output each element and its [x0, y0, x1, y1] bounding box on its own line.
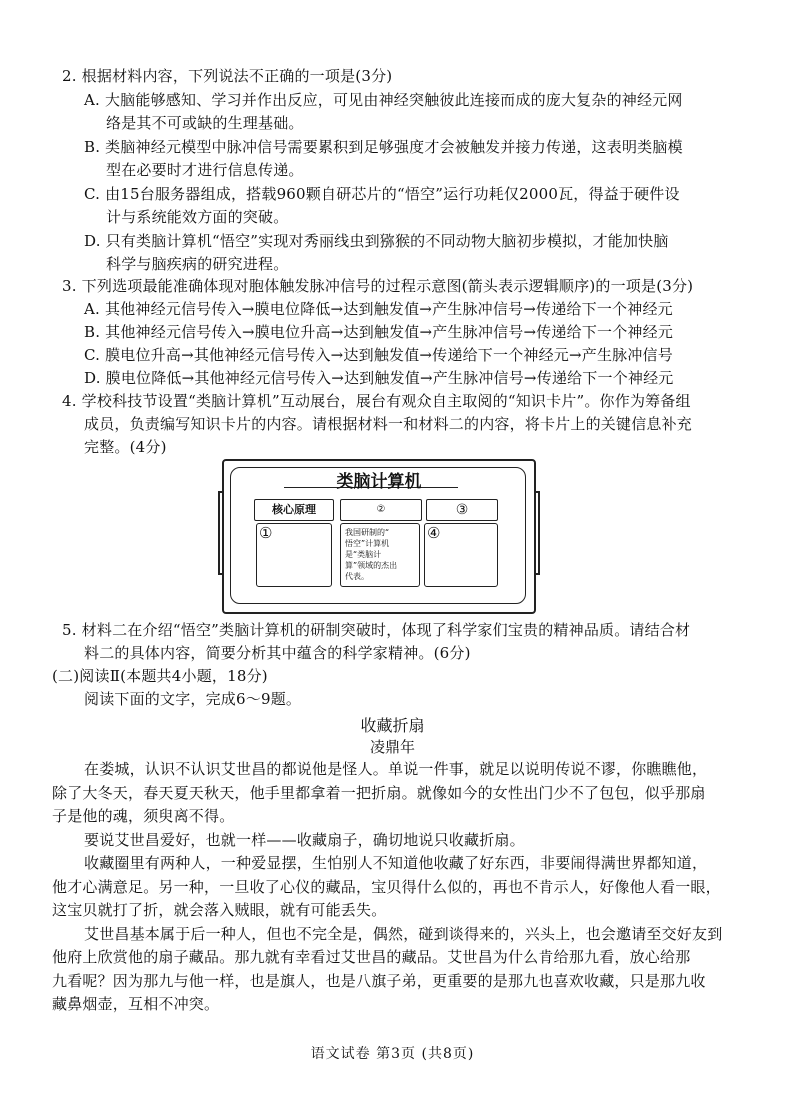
q2-option-b-line2: 型在必要时才进行信息传递。	[106, 161, 304, 179]
question-4-line1: 4. 学校科技节设置“类脑计算机”互动展台，展台有观众自主取阅的“知识卡片”。你作为筹备组	[62, 392, 691, 410]
card-head-core-principle: 核心原理	[254, 499, 334, 521]
question-4-line3: 完整。(4分)	[84, 438, 167, 456]
article-p3-line2: 他才心满意足。另一种，一旦收了心仪的藏品，宝贝得什么似的，再也不肯示人，好像他人看一眼，	[52, 878, 721, 896]
q2-option-d-line1: D. 只有类脑计算机“悟空”实现对秀丽线虫到猕猴的不同动物大脑初步模拟，才能加快脑	[84, 232, 669, 250]
page-footer: 语文试卷 第3页 (共8页)	[310, 1046, 475, 1062]
q3-option-d: D. 膜电位降低→其他神经元信号传入→达到触发值→产生脉冲信号→传递给下一个神经元	[84, 369, 674, 387]
card-head-3: ③	[426, 499, 498, 521]
article-p4-line1: 艾世昌基本属于后一种人，但也不完全是，偶然，碰到谈得来的，兴头上，也会邀请至交好友到	[84, 925, 723, 943]
knowledge-card	[222, 459, 536, 614]
card-cell-note	[340, 523, 420, 587]
article-p3-line3: 这宝贝就打了折，就会落入贼眼，就有可能丢失。	[52, 901, 387, 919]
q2-option-c-line2: 计与系统能效方面的突破。	[106, 208, 289, 226]
q3-option-a: A. 其他神经元信号传入→膜电位降低→达到触发值→产生脉冲信号→传递给下一个神经元	[84, 300, 673, 318]
card-cell-1-marker: ①	[259, 524, 273, 542]
section-2-instruction: 阅读下面的文字，完成6～9题。	[84, 690, 302, 708]
question-4-line2: 成员，负责编写知识卡片的内容。请根据材料一和材料二的内容，将卡片上的关键信息补充	[84, 415, 693, 433]
question-2-stem: 2. 根据材料内容，下列说法不正确的一项是(3分)	[62, 67, 393, 85]
q3-option-c: C. 膜电位升高→其他神经元信号传入→达到触发值→传递给下一个神经元→产生脉冲信号	[84, 346, 673, 364]
q2-option-c-line1: C. 由15台服务器组成，搭载960颗自研芯片的“悟空”运行功耗仅2000瓦，得益于硬件设	[84, 185, 680, 203]
q2-option-a-line2: 络是其不可或缺的生理基础。	[106, 114, 304, 132]
q2-option-b-line1: B. 类脑神经元模型中脉冲信号需要累积到足够强度才会被触发并接力传递，这表明类脑模	[84, 138, 683, 156]
section-2-heading: (二)阅读Ⅱ(本题共4小题，18分)	[52, 667, 268, 685]
card-cell-1	[256, 523, 332, 587]
question-5-line2: 料二的具体内容，简要分析其中蕴含的科学家精神。(6分)	[84, 644, 471, 662]
question-3-stem: 3. 下列选项最能准确体现对胞体触发脉冲信号的过程示意图(箭头表示逻辑顺序)的一项是(3分)	[62, 277, 694, 295]
q3-option-b: B. 其他神经元信号传入→膜电位升高→达到触发值→产生脉冲信号→传递给下一个神经元	[84, 323, 674, 341]
card-right-bracket	[534, 491, 540, 575]
article-author: 凌鼎年	[369, 738, 415, 756]
article-p4-line4: 藏鼻烟壶，互相不冲突。	[52, 995, 220, 1013]
article-p1-line1: 在娄城，认识不认识艾世昌的都说他是怪人。单说一件事，就足以说明传说不谬，你瞧瞧他，	[84, 760, 708, 778]
article-p4-line2: 他府上欣赏他的扇子藏品。那九就有幸看过艾世昌的藏品。艾世昌为什么肯给那九看，放心给那	[52, 948, 691, 966]
article-p1-line2: 除了大冬天，春天夏天秋天，他手里都拿着一把折扇。就像如今的女性出门少不了包包，似乎那扇	[52, 784, 706, 802]
article-p2-line1: 要说艾世昌爱好，也就一样——收藏扇子，确切地说只收藏折扇。	[84, 831, 525, 849]
knowledge-card-title: 类脑计算机	[336, 472, 422, 492]
q2-option-a-line1: A. 大脑能够感知、学习并作出反应，可见由神经突触彼此连接而成的庞大复杂的神经元网	[84, 91, 683, 109]
card-left-bracket	[218, 491, 224, 575]
article-p1-line3: 子是他的魂，须臾离不得。	[52, 807, 235, 825]
card-note-text: 我国研制的“ 悟空”计算机 是“类脑计 算”领域的杰出 代表。	[345, 528, 398, 581]
article-title: 收藏折扇	[360, 716, 425, 735]
q2-option-d-line2: 科学与脑疾病的研究进程。	[106, 255, 289, 273]
article-p3-line1: 收藏圈里有两种人，一种爱显摆，生怕别人不知道他收藏了好东西，非要闹得满世界都知道，	[84, 854, 708, 872]
card-head-2: ②	[340, 499, 422, 521]
card-cell-4	[424, 523, 498, 587]
card-cell-4-marker: ④	[427, 524, 441, 542]
article-p4-line3: 九看呢？因为那九与他一样，也是旗人，也是八旗子弟，更重要的是那九也喜欢收藏，只是那九收	[52, 972, 706, 990]
question-5-line1: 5. 材料二在介绍“悟空”类脑计算机的研制突破时，体现了科学家们宝贵的精神品质。请结合材	[62, 621, 691, 639]
